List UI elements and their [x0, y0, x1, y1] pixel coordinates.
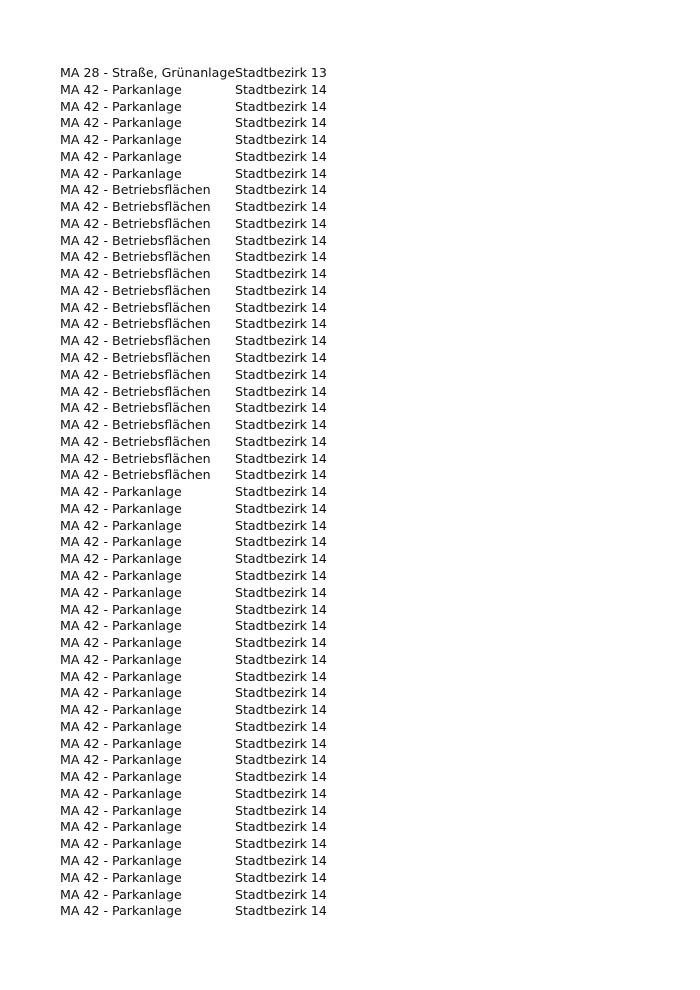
district-cell: Stadtbezirk 14 — [235, 618, 327, 634]
department-cell: MA 42 - Betriebsflächen — [60, 199, 211, 215]
district-cell: Stadtbezirk 14 — [235, 567, 327, 583]
list-item — [60, 853, 355, 870]
list-item — [60, 367, 355, 384]
list-item — [60, 702, 355, 719]
list-item — [60, 434, 355, 451]
district-cell: Stadtbezirk 14 — [235, 551, 327, 567]
list-item — [60, 417, 355, 434]
list-item — [60, 719, 355, 736]
list-item — [60, 82, 355, 99]
department-cell: MA 42 - Betriebsflächen — [60, 350, 211, 366]
department-cell: MA 42 - Parkanlage — [60, 165, 182, 181]
list-item — [60, 300, 355, 317]
list-item — [60, 283, 355, 300]
list-item — [60, 467, 355, 484]
district-cell: Stadtbezirk 14 — [235, 199, 327, 215]
department-cell: MA 42 - Parkanlage — [60, 903, 182, 919]
department-cell: MA 42 - Betriebsflächen — [60, 417, 211, 433]
department-cell: MA 42 - Betriebsflächen — [60, 249, 211, 265]
list-item — [60, 199, 355, 216]
list-item — [60, 803, 355, 820]
department-cell: MA 42 - Betriebsflächen — [60, 467, 211, 483]
list-item — [60, 585, 355, 602]
district-cell: Stadtbezirk 14 — [235, 852, 327, 868]
list-item — [60, 903, 355, 920]
department-cell: MA 42 - Betriebsflächen — [60, 366, 211, 382]
list-item — [60, 669, 355, 686]
district-cell: Stadtbezirk 14 — [235, 802, 327, 818]
district-cell: Stadtbezirk 14 — [235, 266, 327, 282]
department-cell: MA 42 - Parkanlage — [60, 718, 182, 734]
district-cell: Stadtbezirk 14 — [235, 869, 327, 885]
district-cell: Stadtbezirk 14 — [235, 702, 327, 718]
district-cell: Stadtbezirk 14 — [235, 383, 327, 399]
district-cell: Stadtbezirk 14 — [235, 484, 327, 500]
district-cell: Stadtbezirk 14 — [235, 467, 327, 483]
district-cell: Stadtbezirk 14 — [235, 132, 327, 148]
department-cell: MA 42 - Parkanlage — [60, 517, 182, 533]
list-item — [60, 602, 355, 619]
department-cell: MA 42 - Betriebsflächen — [60, 400, 211, 416]
list-item — [60, 233, 355, 250]
district-cell: Stadtbezirk 14 — [235, 785, 327, 801]
list-item — [60, 819, 355, 836]
district-cell: Stadtbezirk 14 — [235, 534, 327, 550]
district-cell: Stadtbezirk 14 — [235, 584, 327, 600]
district-cell: Stadtbezirk 14 — [235, 215, 327, 231]
district-cell: Stadtbezirk 14 — [235, 450, 327, 466]
department-cell: MA 42 - Parkanlage — [60, 484, 182, 500]
district-cell: Stadtbezirk 14 — [235, 517, 327, 533]
department-cell: MA 42 - Parkanlage — [60, 836, 182, 852]
list-item — [60, 166, 355, 183]
department-cell: MA 42 - Parkanlage — [60, 685, 182, 701]
department-cell: MA 42 - Betriebsflächen — [60, 333, 211, 349]
list-item — [60, 685, 355, 702]
department-cell: MA 42 - Parkanlage — [60, 567, 182, 583]
district-cell: Stadtbezirk 14 — [235, 249, 327, 265]
department-cell: MA 42 - Parkanlage — [60, 500, 182, 516]
district-cell: Stadtbezirk 14 — [235, 417, 327, 433]
district-cell: Stadtbezirk 14 — [235, 232, 327, 248]
list-item — [60, 249, 355, 266]
department-cell: MA 42 - Parkanlage — [60, 785, 182, 801]
list-item — [60, 752, 355, 769]
district-cell: Stadtbezirk 14 — [235, 299, 327, 315]
district-cell: Stadtbezirk 14 — [235, 752, 327, 768]
list-item — [60, 400, 355, 417]
district-cell: Stadtbezirk 14 — [235, 400, 327, 416]
department-cell: MA 42 - Betriebsflächen — [60, 282, 211, 298]
district-cell: Stadtbezirk 14 — [235, 165, 327, 181]
department-cell: MA 42 - Parkanlage — [60, 98, 182, 114]
department-cell: MA 42 - Parkanlage — [60, 769, 182, 785]
department-cell: MA 42 - Parkanlage — [60, 534, 182, 550]
department-cell: MA 42 - Parkanlage — [60, 735, 182, 751]
department-cell: MA 42 - Betriebsflächen — [60, 215, 211, 231]
department-cell: MA 42 - Parkanlage — [60, 752, 182, 768]
list-item — [60, 384, 355, 401]
department-cell: MA 42 - Betriebsflächen — [60, 450, 211, 466]
department-cell: MA 42 - Parkanlage — [60, 651, 182, 667]
department-cell: MA 42 - Parkanlage — [60, 601, 182, 617]
list-item — [60, 786, 355, 803]
list-item — [60, 836, 355, 853]
district-cell: Stadtbezirk 14 — [235, 148, 327, 164]
list-item — [60, 534, 355, 551]
district-cell: Stadtbezirk 14 — [235, 500, 327, 516]
list-item — [60, 887, 355, 904]
department-cell: MA 42 - Betriebsflächen — [60, 316, 211, 332]
list-item — [60, 216, 355, 233]
data-list — [60, 65, 355, 920]
department-cell: MA 42 - Parkanlage — [60, 702, 182, 718]
list-item — [60, 551, 355, 568]
department-cell: MA 42 - Betriebsflächen — [60, 232, 211, 248]
list-item — [60, 769, 355, 786]
list-item — [60, 635, 355, 652]
list-item — [60, 870, 355, 887]
district-cell: Stadtbezirk 14 — [235, 903, 327, 919]
department-cell: MA 42 - Parkanlage — [60, 852, 182, 868]
department-cell: MA 42 - Parkanlage — [60, 132, 182, 148]
department-cell: MA 42 - Parkanlage — [60, 618, 182, 634]
district-cell: Stadtbezirk 14 — [235, 651, 327, 667]
list-item — [60, 115, 355, 132]
district-cell: Stadtbezirk 14 — [235, 601, 327, 617]
list-item — [60, 350, 355, 367]
district-cell: Stadtbezirk 14 — [235, 115, 327, 131]
district-cell: Stadtbezirk 14 — [235, 735, 327, 751]
department-cell: MA 42 - Betriebsflächen — [60, 383, 211, 399]
list-item — [60, 501, 355, 518]
list-item — [60, 736, 355, 753]
list-item — [60, 518, 355, 535]
list-item — [60, 149, 355, 166]
department-cell: MA 42 - Betriebsflächen — [60, 299, 211, 315]
district-cell: Stadtbezirk 14 — [235, 836, 327, 852]
list-item — [60, 484, 355, 501]
list-item — [60, 568, 355, 585]
district-cell: Stadtbezirk 14 — [235, 668, 327, 684]
district-cell: Stadtbezirk 14 — [235, 366, 327, 382]
list-item — [60, 182, 355, 199]
department-cell: MA 42 - Parkanlage — [60, 819, 182, 835]
department-cell: MA 42 - Parkanlage — [60, 148, 182, 164]
list-item — [60, 132, 355, 149]
district-cell: Stadtbezirk 14 — [235, 350, 327, 366]
list-item — [60, 333, 355, 350]
list-item — [60, 266, 355, 283]
department-cell: MA 42 - Parkanlage — [60, 668, 182, 684]
district-cell: Stadtbezirk 14 — [235, 886, 327, 902]
department-cell: MA 42 - Parkanlage — [60, 115, 182, 131]
district-cell: Stadtbezirk 14 — [235, 635, 327, 651]
department-cell: MA 42 - Parkanlage — [60, 81, 182, 97]
district-cell: Stadtbezirk 14 — [235, 98, 327, 114]
district-cell: Stadtbezirk 14 — [235, 769, 327, 785]
department-cell: MA 42 - Parkanlage — [60, 886, 182, 902]
list-item — [60, 316, 355, 333]
department-cell: MA 42 - Parkanlage — [60, 635, 182, 651]
list-item — [60, 618, 355, 635]
district-cell: Stadtbezirk 14 — [235, 718, 327, 734]
list-item — [60, 451, 355, 468]
district-cell: Stadtbezirk 14 — [235, 81, 327, 97]
district-cell: Stadtbezirk 14 — [235, 333, 327, 349]
department-cell: MA 42 - Parkanlage — [60, 802, 182, 818]
district-cell: Stadtbezirk 14 — [235, 282, 327, 298]
district-cell: Stadtbezirk 13 — [235, 65, 327, 80]
department-cell: MA 42 - Betriebsflächen — [60, 266, 211, 282]
department-cell: MA 42 - Parkanlage — [60, 869, 182, 885]
department-cell: MA 42 - Betriebsflächen — [60, 433, 211, 449]
district-cell: Stadtbezirk 14 — [235, 819, 327, 835]
district-cell: Stadtbezirk 14 — [235, 182, 327, 198]
district-cell: Stadtbezirk 14 — [235, 433, 327, 449]
district-cell: Stadtbezirk 14 — [235, 316, 327, 332]
department-cell: MA 28 - Straße, Grünanlage — [60, 65, 235, 80]
district-cell: Stadtbezirk 14 — [235, 685, 327, 701]
list-item — [60, 99, 355, 116]
department-cell: MA 42 - Parkanlage — [60, 551, 182, 567]
department-cell: MA 42 - Parkanlage — [60, 584, 182, 600]
list-item — [60, 652, 355, 669]
department-cell: MA 42 - Betriebsflächen — [60, 182, 211, 198]
list-item — [60, 65, 355, 82]
